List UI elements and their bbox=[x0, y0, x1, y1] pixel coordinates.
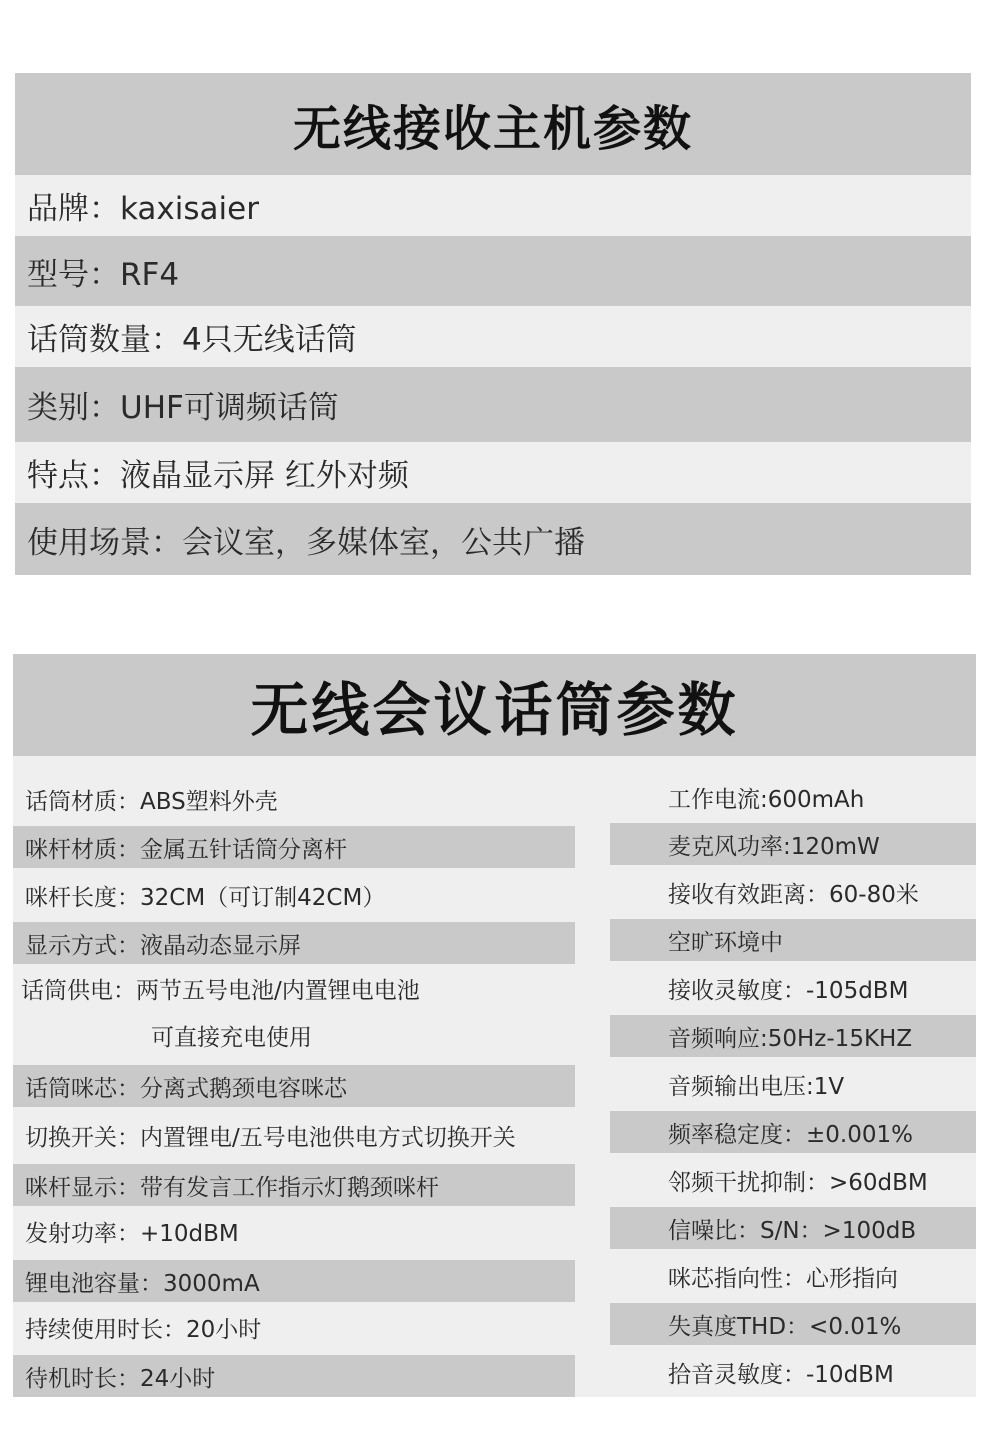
spec-receive-distance: 接收有效距离：60-80米 bbox=[668, 881, 919, 908]
spec-power-supply-note: 可直接充电使用 bbox=[151, 1024, 312, 1051]
microphone-spec-panel bbox=[13, 654, 976, 1397]
spec-row-usage-scenes: 使用场景：会议室，多媒体室，公共广播 bbox=[15, 503, 971, 575]
spec-transmit-power: 发射功率：+10dBM bbox=[25, 1220, 239, 1247]
spec-usage-duration: 持续使用时长：20小时 bbox=[25, 1316, 262, 1343]
spec-polar-pattern: 咪芯指向性：心形指向 bbox=[668, 1265, 898, 1292]
spec-receive-sensitivity: 接收灵敏度：-105dBM bbox=[668, 977, 909, 1004]
spec-power-supply: 话筒供电：两节五号电池/内置锂电电池 bbox=[21, 977, 420, 1004]
spec-pickup-sensitivity: 拾音灵敏度：-10dBM bbox=[668, 1361, 894, 1388]
spec-snr: 信噪比：S/N：>100dB bbox=[610, 1207, 976, 1249]
microphone-panel-title: 无线会议话筒参数 bbox=[13, 654, 976, 756]
spec-audio-response: 音频响应:50Hz-15KHZ bbox=[610, 1015, 976, 1057]
spec-mic-material: 话筒材质：ABS塑料外壳 bbox=[25, 788, 278, 815]
spec-gooseneck-material: 咪杆材质：金属五针话筒分离杆 bbox=[13, 826, 575, 868]
spec-row-features: 特点：液晶显示屏 红外对频 bbox=[27, 458, 409, 494]
spec-working-current: 工作电流:600mAh bbox=[668, 786, 865, 813]
spec-display-mode: 显示方式：液晶动态显示屏 bbox=[13, 922, 575, 964]
spec-row-category: 类别：UHF可调频话筒 bbox=[15, 367, 971, 442]
spec-row-mic-count: 话筒数量：4只无线话筒 bbox=[27, 322, 357, 358]
receiver-panel-title: 无线接收主机参数 bbox=[15, 73, 971, 175]
spec-mic-capsule: 话筒咪芯：分离式鹅颈电容咪芯 bbox=[13, 1065, 575, 1107]
spec-open-environment: 空旷环境中 bbox=[610, 919, 976, 961]
spec-gooseneck-display: 咪杆显示：带有发言工作指示灯鹅颈咪杆 bbox=[13, 1164, 575, 1206]
spec-thd: 失真度THD：<0.01% bbox=[610, 1303, 976, 1345]
spec-mic-power: 麦克风功率:120mW bbox=[610, 823, 976, 865]
spec-row-model: 型号：RF4 bbox=[15, 236, 971, 306]
spec-gooseneck-length: 咪杆长度：32CM（可订制42CM） bbox=[25, 884, 386, 911]
spec-adjacent-rejection: 邻频干扰抑制：>60dBM bbox=[668, 1169, 928, 1196]
spec-switch: 切换开关：内置锂电/五号电池供电方式切换开关 bbox=[25, 1124, 516, 1151]
spec-battery-capacity: 锂电池容量：3000mA bbox=[13, 1260, 575, 1302]
spec-standby-duration: 待机时长：24小时 bbox=[13, 1355, 575, 1397]
spec-frequency-stability: 频率稳定度：±0.001% bbox=[610, 1111, 976, 1153]
spec-row-brand: 品牌：kaxisaier bbox=[27, 191, 259, 227]
spec-audio-output-voltage: 音频输出电压:1V bbox=[668, 1073, 845, 1100]
receiver-spec-panel bbox=[15, 73, 971, 575]
